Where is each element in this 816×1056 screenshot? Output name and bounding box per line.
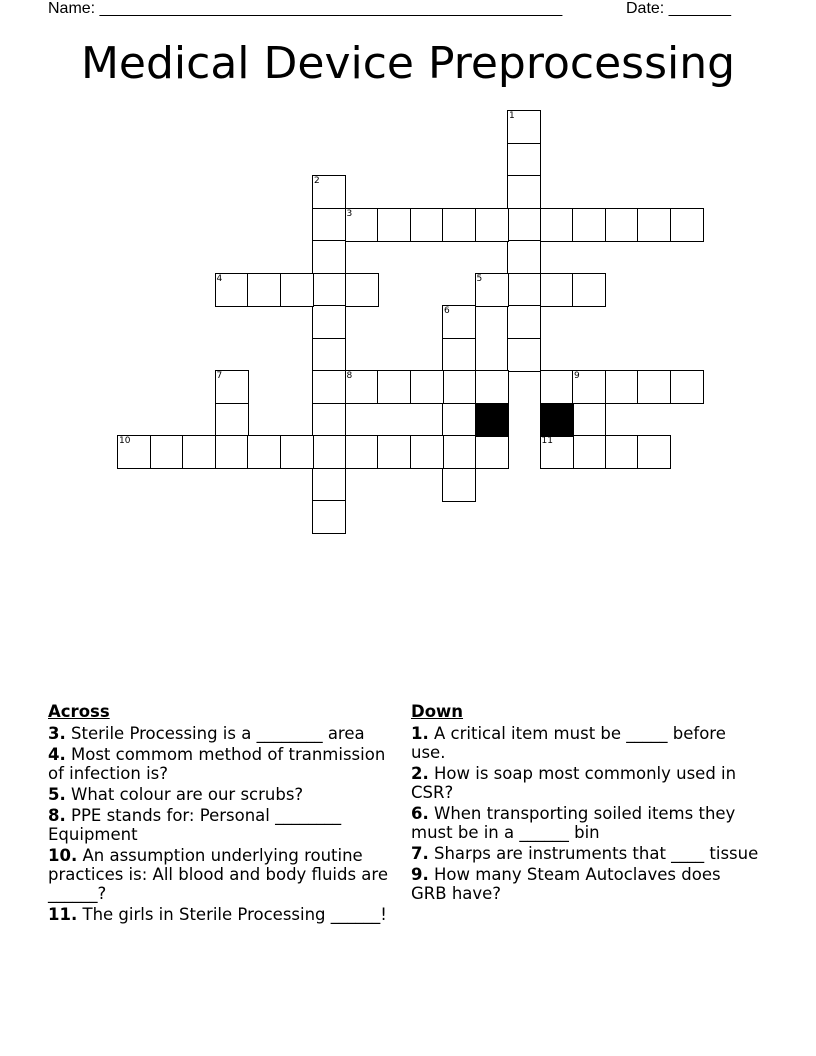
across-clues [48, 702, 404, 926]
cell-number: 8 [346, 371, 353, 381]
crossword-cell[interactable] [442, 403, 476, 437]
crossword-cell[interactable] [507, 273, 541, 307]
crossword-cell[interactable] [670, 370, 704, 404]
crossword-cell[interactable] [312, 435, 346, 469]
crossword-cell[interactable] [215, 403, 249, 437]
crossword-cell[interactable] [280, 273, 314, 307]
crossword-cell[interactable] [247, 435, 281, 469]
across-clue [48, 905, 404, 924]
crossword-cell[interactable] [215, 370, 249, 404]
down-clues [411, 702, 761, 905]
crossword-cell[interactable] [572, 273, 606, 307]
crossword-cell[interactable] [637, 370, 671, 404]
crossword-cell[interactable] [475, 435, 509, 469]
crossword-cell[interactable] [312, 500, 346, 534]
crossword-cell[interactable] [572, 208, 606, 242]
crossword-cell[interactable] [247, 273, 281, 307]
crossword-cell[interactable] [215, 435, 249, 469]
crossword-cell[interactable] [312, 338, 346, 372]
cell-number: 2 [314, 176, 320, 186]
crossword-cell[interactable] [540, 208, 574, 242]
crossword-block [540, 403, 574, 437]
clue-number: 10. [48, 846, 78, 865]
crossword-cell[interactable] [442, 208, 476, 242]
crossword-cell[interactable] [572, 370, 606, 404]
crossword-cell[interactable] [410, 208, 444, 242]
crossword-cell[interactable] [442, 435, 476, 469]
clue-text: How many Steam Autoclaves does GRB have? [411, 865, 721, 903]
clue-number: 1. [411, 724, 429, 743]
crossword-cell[interactable] [507, 110, 541, 144]
crossword-cell[interactable] [280, 435, 314, 469]
cell-number: 7 [216, 371, 223, 381]
across-clue [48, 745, 404, 783]
clue-number: 2. [411, 764, 429, 783]
crossword-cell[interactable] [117, 435, 151, 469]
crossword-cell[interactable] [410, 435, 444, 469]
crossword-cell[interactable] [540, 435, 574, 469]
cell-number: 4 [216, 273, 223, 284]
down-clue [411, 865, 761, 903]
crossword-cell[interactable] [312, 370, 346, 404]
crossword-cell[interactable] [507, 338, 541, 372]
cell-number: 10 [119, 436, 131, 446]
clue-text: PPE stands for: Personal ________ Equipment [48, 806, 342, 844]
crossword-cell[interactable] [637, 208, 671, 242]
clue-text: Sterile Processing is a ________ area [71, 724, 365, 743]
crossword-cell[interactable] [572, 403, 606, 437]
crossword-cell[interactable] [312, 403, 346, 437]
crossword-cell[interactable] [410, 370, 444, 404]
crossword-cell[interactable] [475, 273, 509, 307]
crossword-cell[interactable] [345, 370, 379, 404]
clue-text: What colour are our scrubs? [71, 785, 304, 804]
crossword-cell[interactable] [605, 435, 639, 469]
down-clue [411, 844, 761, 863]
clue-text: When transporting soiled items they must be in a ______ bin [411, 804, 736, 842]
crossword-cell[interactable] [540, 273, 574, 307]
crossword-cell[interactable] [475, 370, 509, 404]
crossword-cell[interactable] [312, 240, 346, 274]
crossword-cell[interactable] [312, 175, 346, 209]
crossword-cell[interactable] [442, 338, 476, 372]
crossword-cell[interactable] [540, 370, 574, 404]
crossword-cell[interactable] [182, 435, 216, 469]
clue-number: 4. [48, 745, 66, 764]
clue-text: A critical item must be _____ before use. [411, 724, 726, 762]
down-clue [411, 764, 761, 802]
clue-text: An assumption underlying routine practices is: All blood and body fluids are ______? [48, 846, 388, 903]
crossword-cell[interactable] [507, 240, 541, 274]
crossword-cell[interactable] [312, 208, 346, 242]
across-clue [48, 724, 404, 743]
crossword-cell[interactable] [637, 435, 671, 469]
across-clue [48, 806, 404, 844]
crossword-cell[interactable] [215, 273, 249, 307]
crossword-cell[interactable] [442, 370, 476, 404]
cell-number: 6 [444, 306, 450, 316]
date-field-label: Date: _______ [626, 0, 731, 17]
crossword-cell[interactable] [312, 273, 346, 307]
clue-text: How is soap most commonly used in CSR? [411, 764, 737, 802]
crossword-cell[interactable] [377, 208, 411, 242]
crossword-cell[interactable] [312, 305, 346, 339]
crossword-cell[interactable] [670, 208, 704, 242]
clue-number: 3. [48, 724, 66, 743]
crossword-cell[interactable] [312, 468, 346, 502]
page-title: Medical Device Preprocessing [80, 38, 736, 89]
crossword-cell[interactable] [345, 208, 379, 242]
crossword-cell[interactable] [507, 143, 541, 177]
name-field-label: Name: ____________________________________________________ [48, 0, 563, 17]
crossword-cell[interactable] [442, 468, 476, 502]
across-clue [48, 846, 404, 903]
down-heading: Down [411, 702, 464, 721]
cell-number: 11 [541, 436, 553, 446]
clue-number: 9. [411, 865, 429, 884]
across-heading: Across [48, 702, 110, 721]
crossword-cell[interactable] [377, 370, 411, 404]
down-clue [411, 724, 761, 762]
cell-number: 3 [346, 208, 353, 219]
crossword-cell[interactable] [507, 305, 541, 339]
cell-number: 1 [509, 111, 515, 121]
cell-number: 5 [476, 273, 483, 284]
clue-number: 11. [48, 905, 78, 924]
clue-text: Sharps are instruments that ____ tissue [434, 844, 759, 863]
crossword-cell[interactable] [345, 273, 379, 307]
crossword-cell[interactable] [507, 208, 541, 242]
crossword-cell[interactable] [345, 435, 379, 469]
crossword-cell[interactable] [605, 370, 639, 404]
clue-text: Most commom method of tranmission of infection is? [48, 745, 386, 783]
down-clue [411, 804, 761, 842]
clue-number: 7. [411, 844, 429, 863]
crossword-cell[interactable] [475, 208, 509, 242]
cell-number: 9 [574, 371, 580, 381]
clue-number: 6. [411, 804, 429, 823]
crossword-block [475, 403, 509, 437]
crossword-cell[interactable] [442, 305, 476, 339]
crossword-cell[interactable] [605, 208, 639, 242]
crossword-cell[interactable] [150, 435, 184, 469]
crossword-cell[interactable] [507, 175, 541, 209]
clue-number: 8. [48, 806, 66, 825]
crossword-cell[interactable] [377, 435, 411, 469]
across-clue [48, 785, 404, 804]
clue-text: The girls in Sterile Processing ______! [82, 905, 387, 924]
clue-number: 5. [48, 785, 66, 804]
crossword-cell[interactable] [572, 435, 606, 469]
